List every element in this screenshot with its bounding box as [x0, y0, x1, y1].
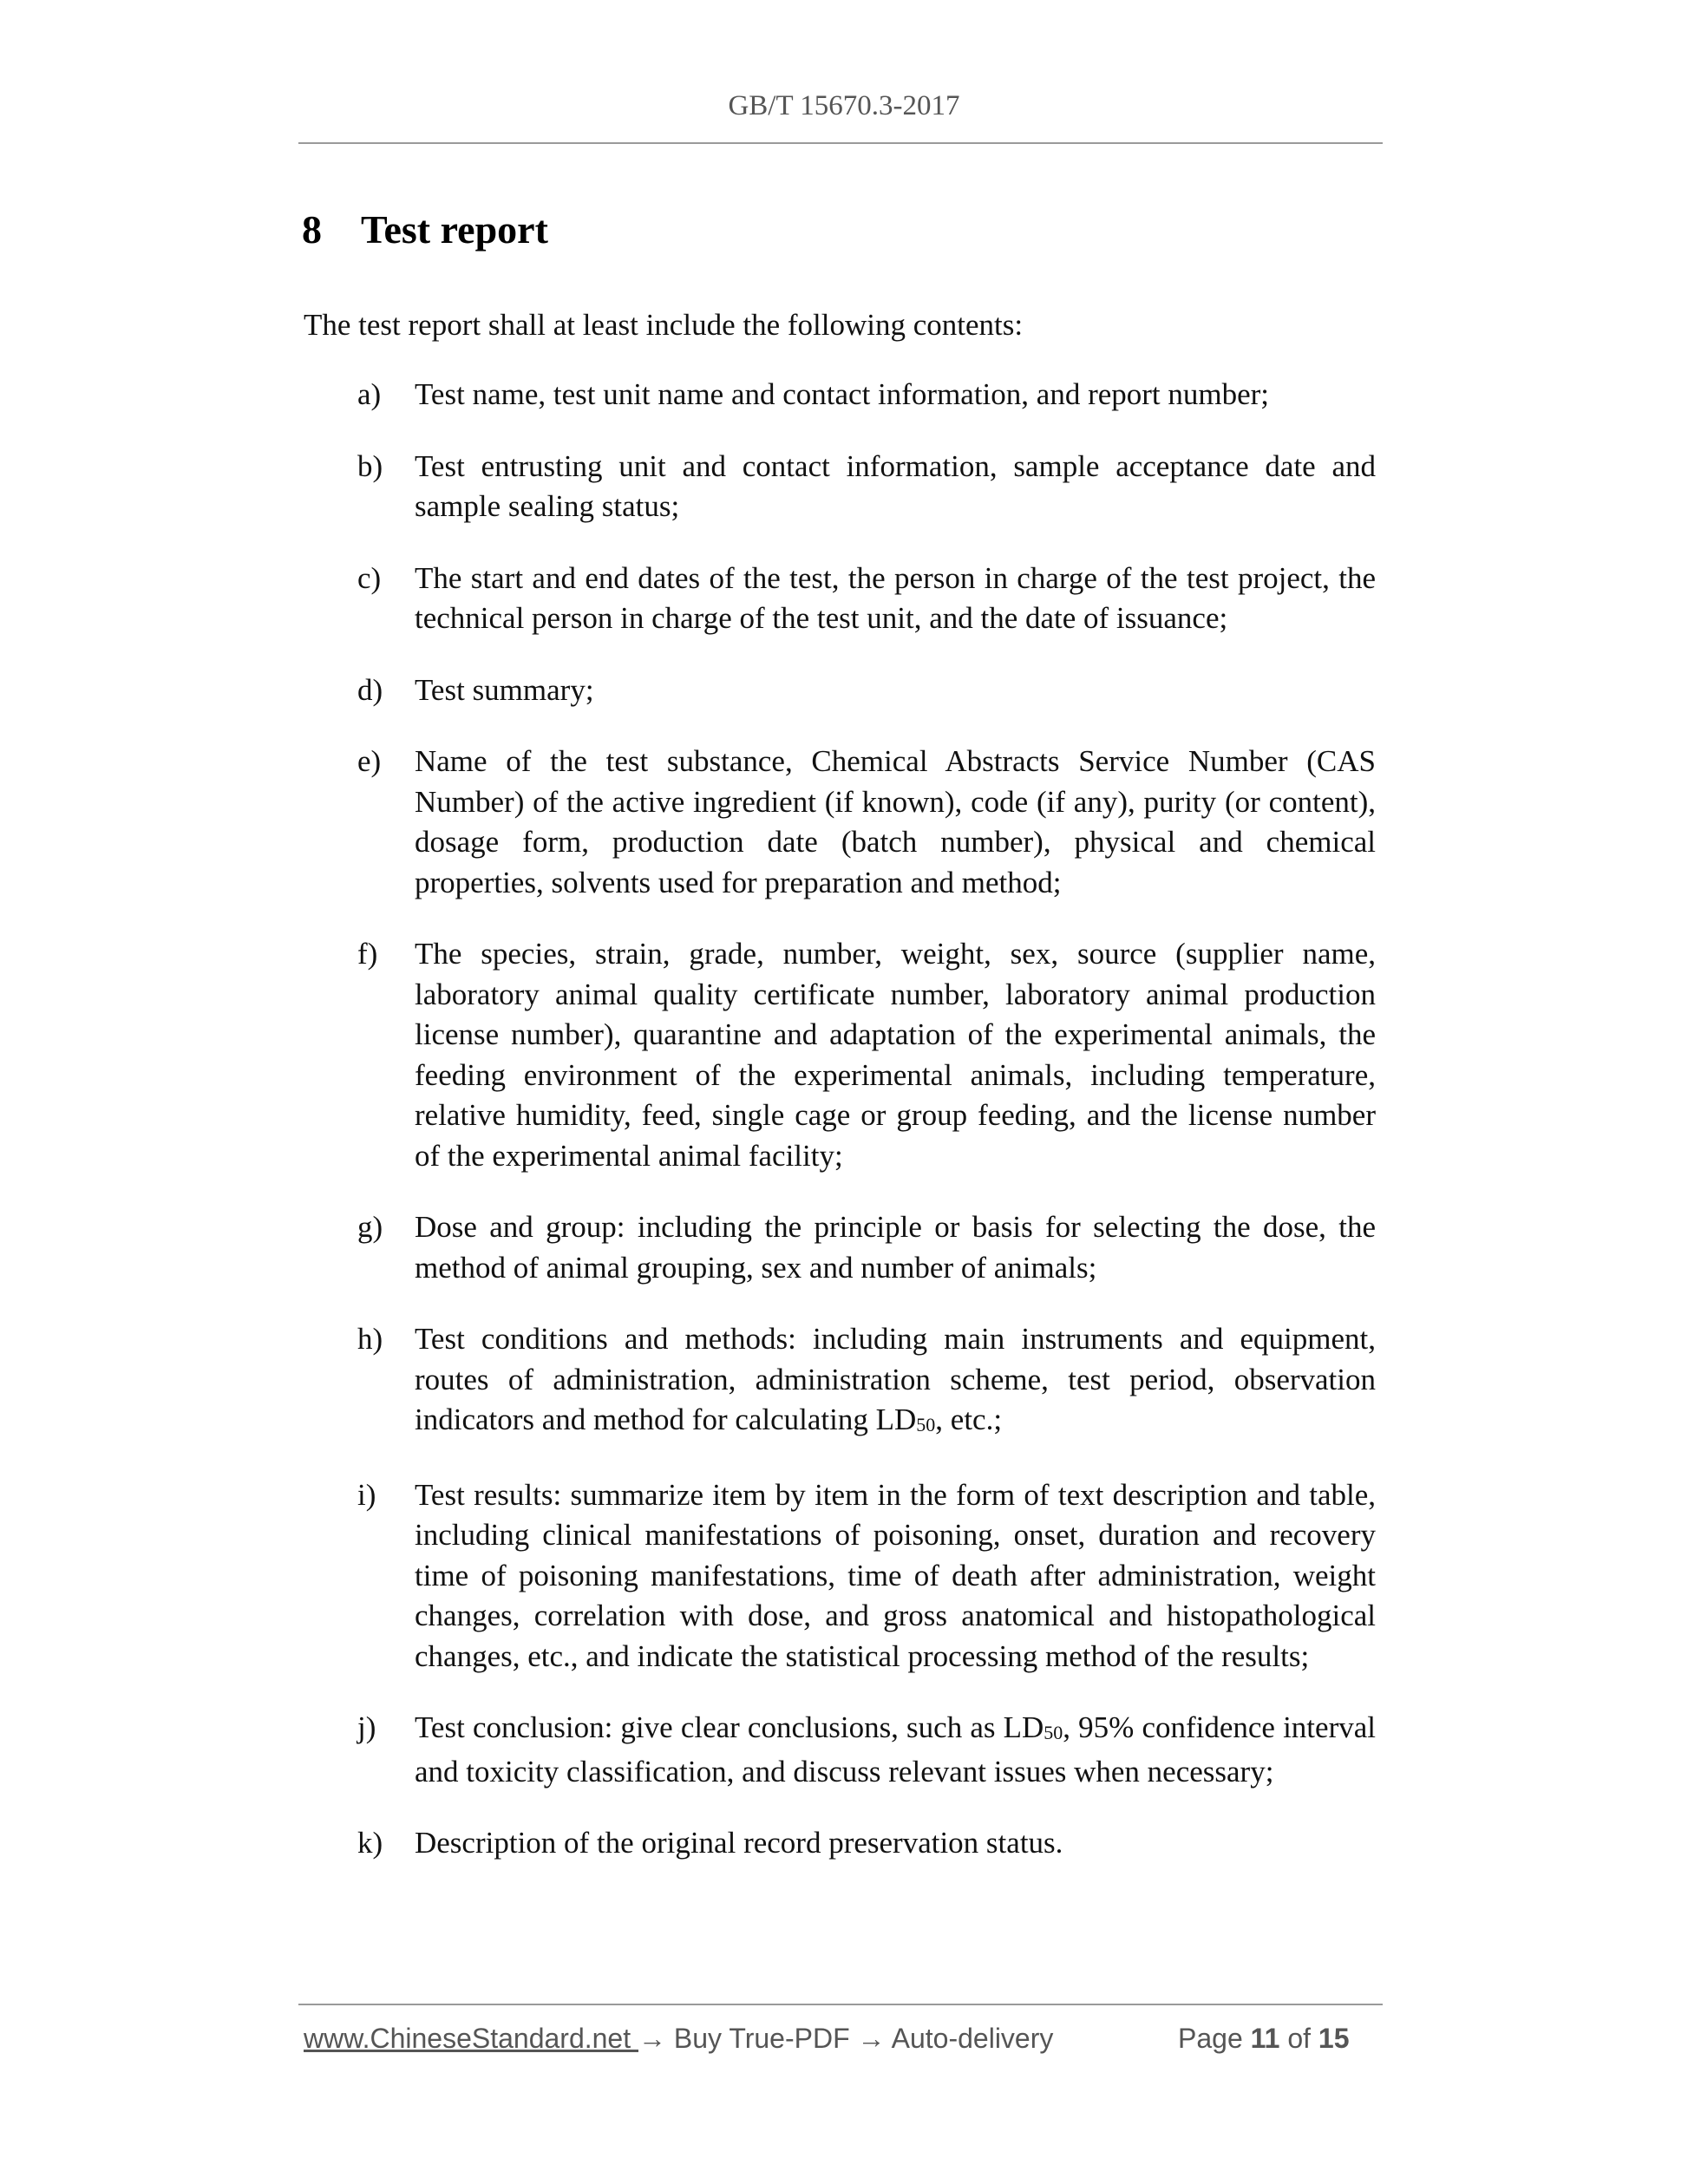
page-total: 15 — [1318, 2023, 1350, 2054]
list-item — [0, 742, 1688, 903]
item-letter: d) — [357, 672, 383, 707]
item-letter: i) — [357, 1477, 376, 1512]
item-letter: g) — [357, 1210, 383, 1244]
item-text — [415, 1319, 1376, 1444]
item-text — [415, 1708, 1376, 1792]
item-text-tail: , etc.; — [935, 1403, 1003, 1436]
list-item — [0, 670, 1688, 711]
page-current: 11 — [1250, 2023, 1280, 2054]
standard-number: GB/T 15670.3-2017 — [728, 90, 960, 121]
page-of: of — [1279, 2023, 1318, 2054]
item-letter: j) — [357, 1710, 376, 1744]
ld-subscript: 50 — [1044, 1722, 1063, 1743]
page-indicator — [1178, 2023, 1350, 2055]
item-text: Test results: summarize item by item in the form of text description and table, including clinical manifestations of poisoning, onset, duration and recovery time of poisoning manifestations, time of death after administration, weight changes, correlation with dose, and gross anatomical and histopathological changes, etc., and indicate the statistical processing method of the results; — [415, 1477, 1376, 1673]
section-number: 8 — [302, 207, 322, 252]
arrow-right-icon: → — [857, 2023, 886, 2054]
item-letter: k) — [357, 1826, 383, 1860]
delivery-text: Auto-delivery — [885, 2023, 1054, 2054]
list-item — [0, 375, 1688, 415]
item-letter: e) — [357, 744, 382, 778]
page-header — [0, 90, 1688, 122]
ld-subscript: 50 — [916, 1414, 936, 1435]
list-item — [0, 1708, 1688, 1792]
item-text-main: Test conclusion: give clear conclusions, such as LD — [415, 1710, 1044, 1744]
list-item — [0, 447, 1688, 527]
footer-divider — [298, 2004, 1383, 2005]
item-text: The species, strain, grade, number, weight, sex, source (supplier name, laboratory animal quality certificate number, laboratory animal production license number), quarantine and adaptation of the experimental animals, the feeding environment of the experimental animals, including temperature, relative humidity, feed, single cage or group feeding, and the license number of the experimental animal facility; — [415, 937, 1376, 1173]
list-item — [0, 1319, 1688, 1444]
site-link[interactable]: www.ChineseStandard.net — [304, 2023, 638, 2054]
list-item — [0, 1823, 1688, 1864]
item-letter: f) — [357, 937, 378, 971]
item-text-tail: , 95% confidence interval and toxicity classification, and discuss relevant issues when necessary; — [415, 1710, 1376, 1788]
list-item — [0, 1207, 1688, 1288]
item-text: Name of the test substance, Chemical Abstracts Service Number (CAS Number) of the active ingredient (if known), code (if any), purity (or content), dosage form, production date (batch number), physical and chemical properties, solvents used for preparation and method; — [415, 744, 1376, 899]
item-text: Dose and group: including the principle or basis for selecting the dose, the method of animal grouping, sex and number of animals; — [415, 1210, 1376, 1285]
item-text: Test name, test unit name and contact information, and report number; — [415, 377, 1270, 411]
item-letter: b) — [357, 448, 383, 483]
section-heading — [302, 206, 548, 252]
item-text: Description of the original record preservation status. — [415, 1826, 1063, 1860]
report-contents-list — [0, 375, 1688, 1895]
list-item — [0, 559, 1688, 639]
buy-text: Buy True-PDF — [666, 2023, 858, 2054]
item-text: Test entrusting unit and contact information, sample acceptance date and sample sealing status; — [415, 448, 1376, 523]
arrow-right-icon: → — [638, 2023, 666, 2054]
list-item — [0, 934, 1688, 1176]
item-letter: a) — [357, 377, 382, 411]
section-intro: The test report shall at least include the following contents: — [304, 308, 1024, 342]
item-letter: h) — [357, 1322, 383, 1356]
page-label: Page — [1178, 2023, 1251, 2054]
item-text-main: Test conditions and methods: including main instruments and equipment, routes of administration, administration scheme, test period, observation indicators and method for calculating LD — [415, 1322, 1376, 1436]
item-text: Test summary; — [415, 672, 594, 707]
section-title: Test report — [361, 207, 548, 252]
list-item — [0, 1475, 1688, 1677]
footer-promo — [304, 2023, 1053, 2055]
item-text: The start and end dates of the test, the person in charge of the test project, the technical person in charge of the test unit, and the date of issuance; — [415, 560, 1376, 635]
header-divider — [298, 142, 1383, 144]
item-letter: c) — [357, 560, 382, 595]
